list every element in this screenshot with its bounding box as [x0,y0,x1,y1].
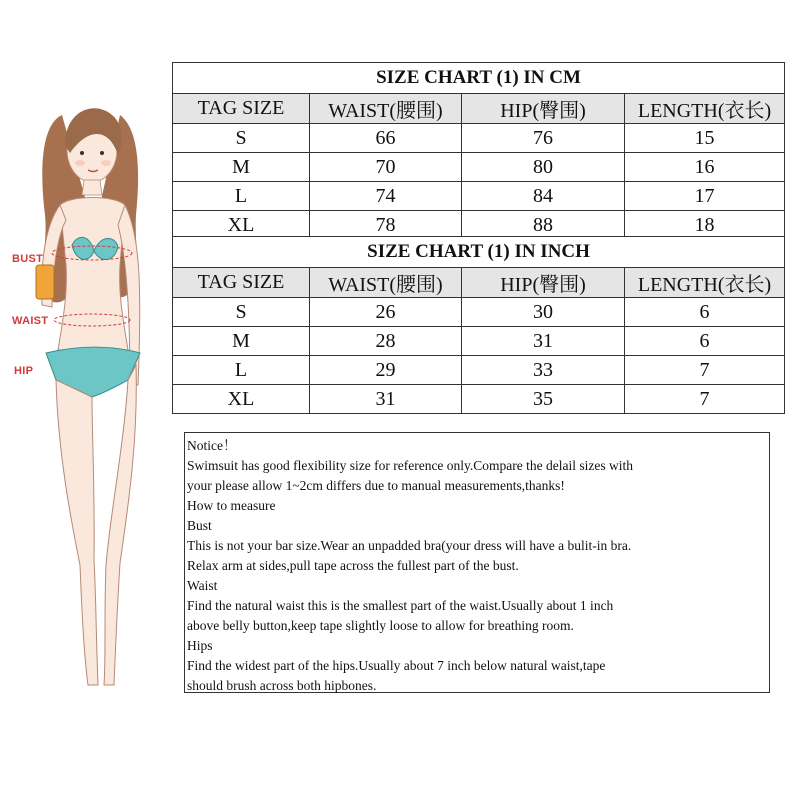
waist-label: WAIST [12,315,49,327]
model-illustration [0,95,170,705]
table-cell: 26 [310,298,462,327]
bust-label: BUST [12,253,44,265]
column-header: WAIST(腰围) [310,94,462,124]
table-cell: 31 [462,327,625,356]
notice-line: Find the natural waist this is the smallest part of the waist.Usually about 1 inch [187,598,614,613]
notice-line: Waist [187,578,218,593]
table-row [173,385,785,414]
column-header: TAG SIZE [173,94,310,124]
column-header: HIP(臀围) [462,268,625,298]
column-header: LENGTH(衣长) [625,268,785,298]
notice-line: Relax arm at sides,pull tape across the fullest part of the bust. [187,558,519,573]
notice-line: should brush across both hipbones. [187,678,377,693]
table-header-row [173,94,785,124]
table-cell: 29 [310,356,462,385]
column-header: HIP(臀围) [462,94,625,124]
table-cell: 88 [462,211,625,240]
column-header: LENGTH(衣长) [625,94,785,124]
table-cell: 84 [462,182,625,211]
notice-line: above belly button,keep tape slightly loose to allow for breathing room. [187,618,574,633]
notice-line: Hips [187,638,213,653]
notice-line: your please allow 1~2cm differs due to manual measurements,thanks! [187,478,565,493]
table-cell: XL [173,385,310,414]
table-row [173,327,785,356]
table-cell: 6 [625,298,785,327]
table-cell: S [173,298,310,327]
hip-label: HIP [14,365,34,377]
column-header: WAIST(腰围) [310,268,462,298]
table-cell: 7 [625,356,785,385]
table-cell: 17 [625,182,785,211]
table-cell: 74 [310,182,462,211]
table-cell: 7 [625,385,785,414]
table-cell: M [173,327,310,356]
table-cell: XL [173,211,310,240]
table-header-row [173,268,785,298]
notice-line: Bust [187,518,212,533]
table-cell: 80 [462,153,625,182]
notice-box [184,432,770,693]
table-cell: M [173,153,310,182]
table-row [173,356,785,385]
size-chart-cm [172,62,785,240]
table-cell: 28 [310,327,462,356]
size-chart-inch [172,236,785,414]
table-cell: L [173,356,310,385]
table-cell: 31 [310,385,462,414]
table-row [173,182,785,211]
table-cell: 35 [462,385,625,414]
table-row [173,298,785,327]
table-cell: 16 [625,153,785,182]
table-cell: 6 [625,327,785,356]
table-cell: 33 [462,356,625,385]
table-title: SIZE CHART (1) IN INCH [173,237,785,268]
table-cell: 30 [462,298,625,327]
notice-line: How to measure [187,498,276,513]
notice-line: Notice！ [187,438,237,453]
table-cell: 66 [310,124,462,153]
table-row [173,153,785,182]
table-cell: 70 [310,153,462,182]
table-cell: 18 [625,211,785,240]
table-row [173,124,785,153]
column-header: TAG SIZE [173,268,310,298]
notice-line: Find the widest part of the hips.Usually about 7 inch below natural waist,tape [187,658,606,673]
table-cell: 15 [625,124,785,153]
table-cell: 76 [462,124,625,153]
notice-line: Swimsuit has good flexibility size for reference only.Compare the delail sizes with [187,458,634,473]
table-cell: L [173,182,310,211]
table-title: SIZE CHART (1) IN CM [173,63,785,94]
table-cell: 78 [310,211,462,240]
notice-line: This is not your bar size.Wear an unpadded bra(your dress will have a bulit-in bra. [187,538,632,553]
table-cell: S [173,124,310,153]
